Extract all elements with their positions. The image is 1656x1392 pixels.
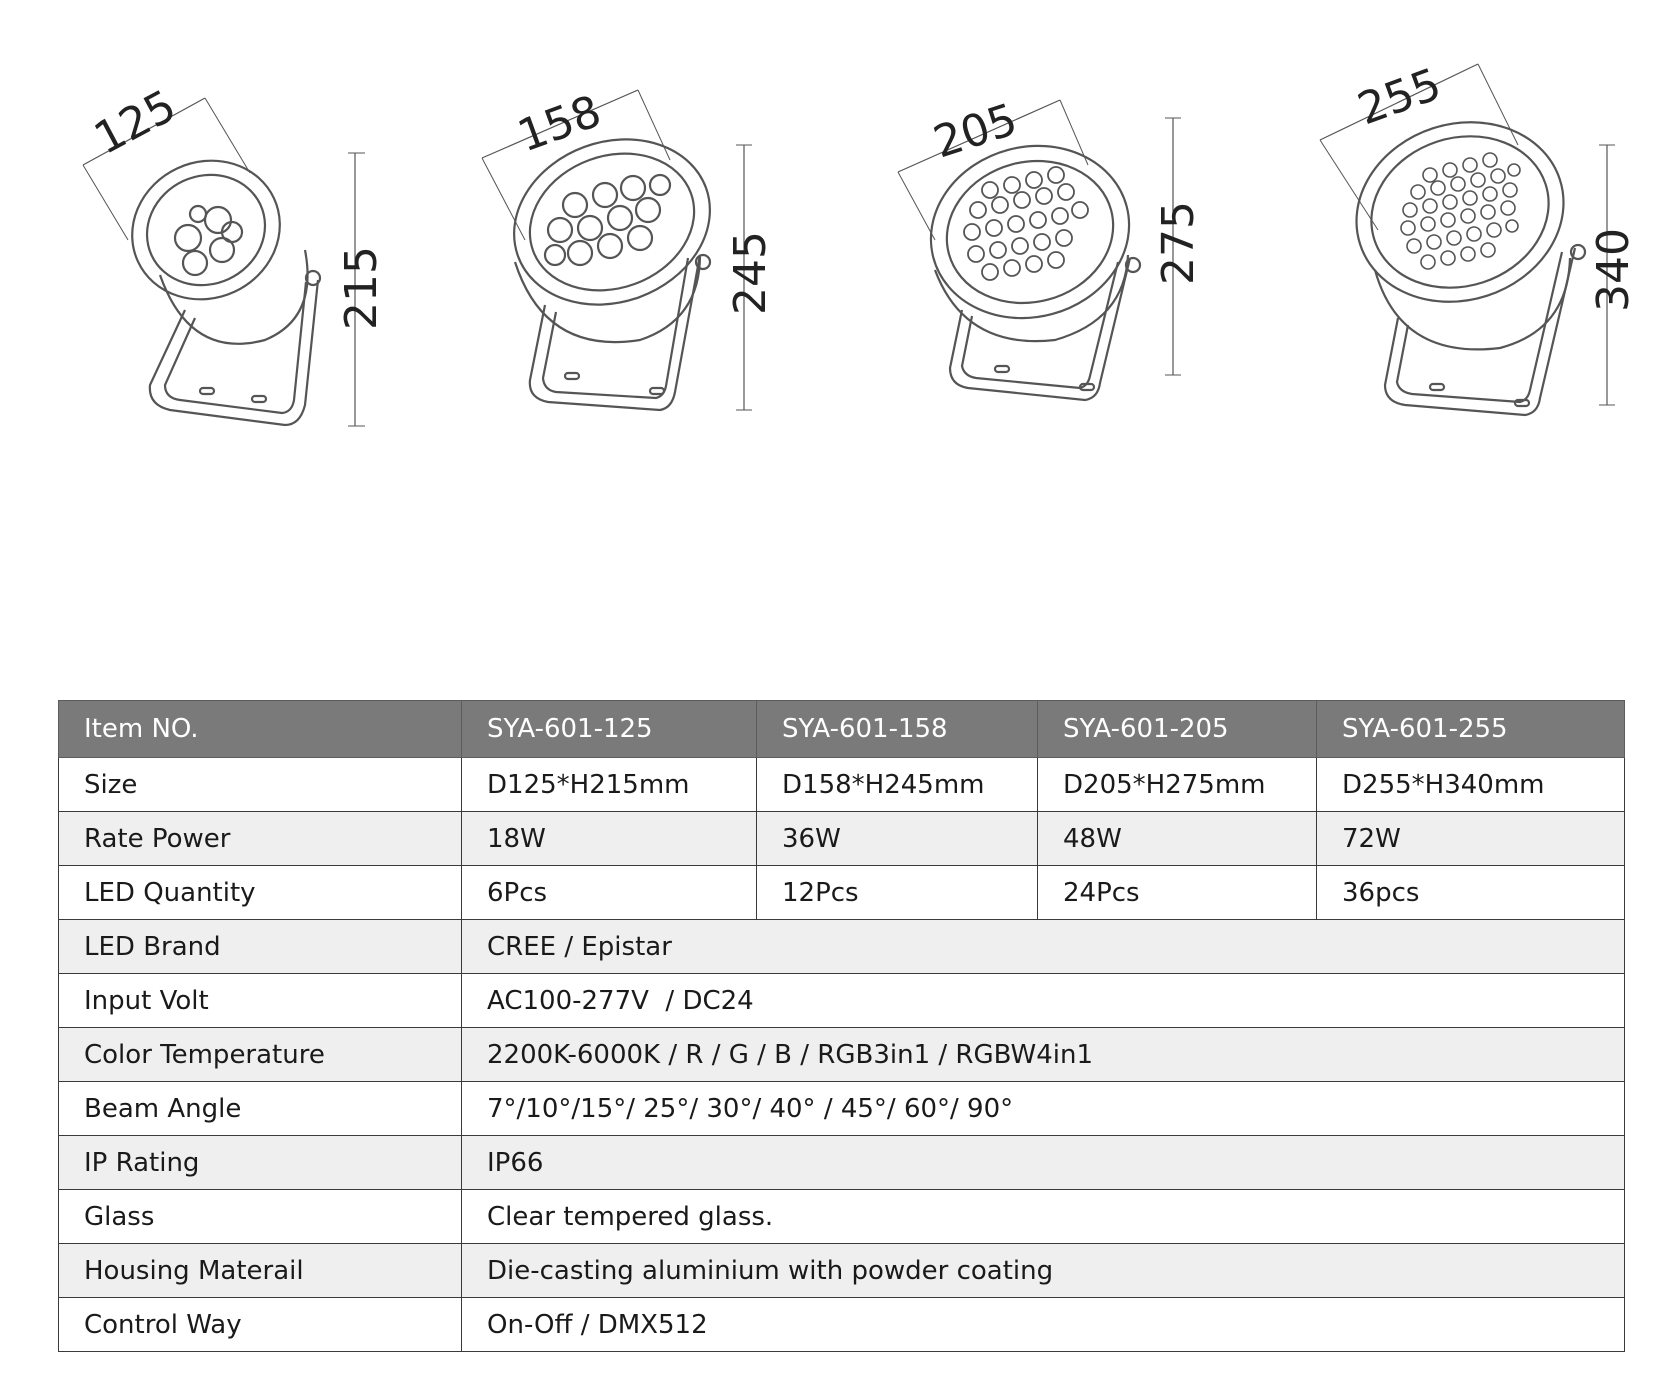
cell-value: 2200K-6000K / R / G / B / RGB3in1 / RGBW4in1 <box>462 1028 1625 1082</box>
cell-value: 36pcs <box>1317 866 1625 920</box>
cell-value: 48W <box>1038 812 1317 866</box>
dim-height-3: 275 <box>1153 201 1204 285</box>
cell-value: 36W <box>757 812 1038 866</box>
cell-value: 6Pcs <box>462 866 757 920</box>
cell-value: 18W <box>462 812 757 866</box>
header-item-no: Item NO. <box>59 701 462 758</box>
cell-value: IP66 <box>462 1136 1625 1190</box>
row-label: IP Rating <box>59 1136 462 1190</box>
cell-value: 12Pcs <box>757 866 1038 920</box>
dim-diameter-2: 158 <box>511 85 608 163</box>
dim-height-1: 215 <box>336 246 387 330</box>
row-led-brand <box>59 920 1625 974</box>
cell-value: D205*H275mm <box>1038 758 1317 812</box>
row-size <box>59 758 1625 812</box>
spec-table <box>58 700 1625 1352</box>
cell-value: D255*H340mm <box>1317 758 1625 812</box>
row-label: Color Temperature <box>59 1028 462 1082</box>
dim-height-4: 340 <box>1588 228 1639 312</box>
row-label: Glass <box>59 1190 462 1244</box>
row-housing-material <box>59 1244 1625 1298</box>
cell-value: 24Pcs <box>1038 866 1317 920</box>
header-model-1: SYA-601-125 <box>462 701 757 758</box>
row-label: Rate Power <box>59 812 462 866</box>
dim-height-2: 245 <box>725 231 776 315</box>
row-label: LED Brand <box>59 920 462 974</box>
drawings-svg <box>0 0 1656 560</box>
row-label: Beam Angle <box>59 1082 462 1136</box>
row-label: Input Volt <box>59 974 462 1028</box>
header-model-2: SYA-601-158 <box>757 701 1038 758</box>
row-glass <box>59 1190 1625 1244</box>
row-beam-angle <box>59 1082 1625 1136</box>
cell-value: CREE / Epistar <box>462 920 1625 974</box>
cell-value: 72W <box>1317 812 1625 866</box>
product-drawings <box>0 0 1656 560</box>
cell-value: AC100-277V / DC24 <box>462 974 1625 1028</box>
row-label: Housing Materail <box>59 1244 462 1298</box>
cell-value: On-Off / DMX512 <box>462 1298 1625 1352</box>
row-ip-rating <box>59 1136 1625 1190</box>
row-control-way <box>59 1298 1625 1352</box>
dim-diameter-4: 255 <box>1351 58 1448 136</box>
header-model-4: SYA-601-255 <box>1317 701 1625 758</box>
cell-value: Clear tempered glass. <box>462 1190 1625 1244</box>
row-led-quantity <box>59 866 1625 920</box>
row-label: Control Way <box>59 1298 462 1352</box>
cell-value: 7°/10°/15°/ 25°/ 30°/ 40° / 45°/ 60°/ 90° <box>462 1082 1625 1136</box>
table-header-row <box>59 701 1625 758</box>
cell-value: Die-casting aluminium with powder coating <box>462 1244 1625 1298</box>
row-input-volt <box>59 974 1625 1028</box>
row-rate-power <box>59 812 1625 866</box>
row-label: LED Quantity <box>59 866 462 920</box>
cell-value: D125*H215mm <box>462 758 757 812</box>
dim-diameter-3: 205 <box>927 94 1024 169</box>
dim-diameter-1: 125 <box>86 80 185 165</box>
header-model-3: SYA-601-205 <box>1038 701 1317 758</box>
row-color-temperature <box>59 1028 1625 1082</box>
row-label: Size <box>59 758 462 812</box>
cell-value: D158*H245mm <box>757 758 1038 812</box>
